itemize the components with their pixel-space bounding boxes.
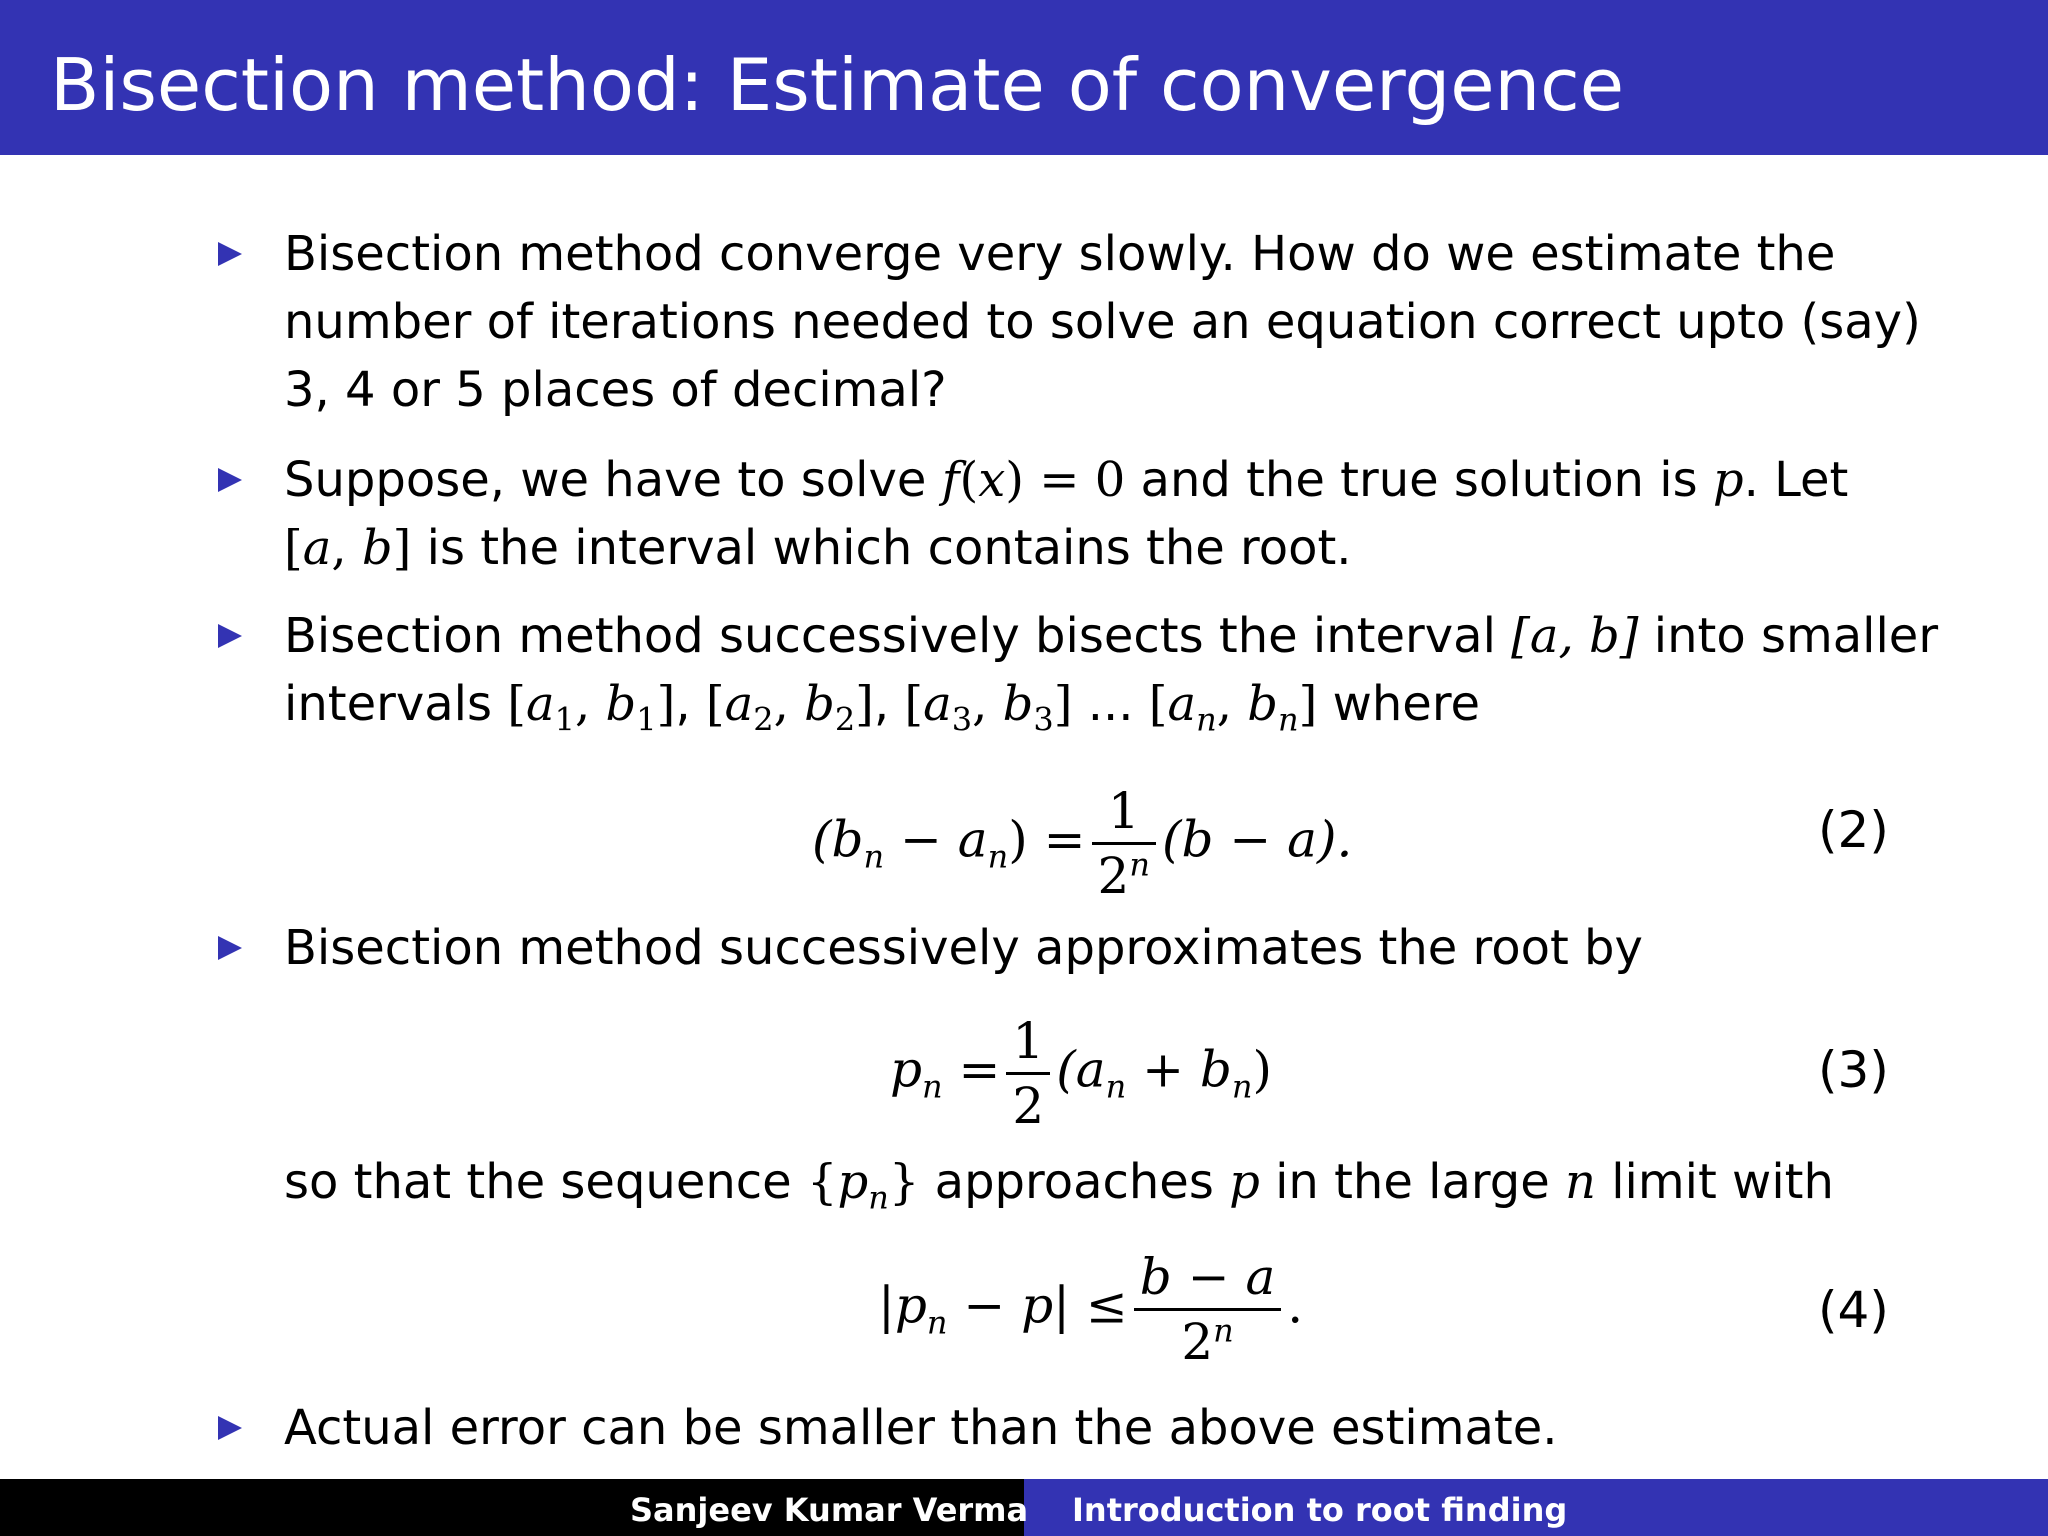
equation-3: $p_n$ = $\frac{1}{2}$ $(a_n + b_n)$ xyxy=(890,1012,1272,1135)
math-interval-3: [$a_3$, $b_3$] xyxy=(904,676,1073,739)
bullet-1-line-2: number of iterations needed to solve an equation correct upto (say) xyxy=(284,294,1921,350)
bullet-arrow-icon xyxy=(218,1416,242,1440)
math-f: f xyxy=(941,452,960,508)
bullet-2-line-2 xyxy=(284,518,1352,578)
footer-author: Sanjeev Kumar Verma xyxy=(630,1491,1029,1529)
equation-2: $(b_n - a_n)$ = $\frac{1}{2^n}$ (b − a). xyxy=(812,782,1353,905)
math-paren: ( xyxy=(959,452,979,508)
bullet-arrow-icon xyxy=(218,242,242,266)
slide-title: Bisection method: Estimate of convergence xyxy=(50,43,1625,127)
bullet-3-line-2: intervals [$a_1$, $b_1$], [$a_2$, $b_2$], [$a_3$, $b_3$] ... [$a_n$, $b_n$] where xyxy=(284,676,1481,739)
fraction: $\frac{1}{2}$ xyxy=(1006,1010,1050,1137)
math-equals-zero: = 0 xyxy=(1024,452,1126,508)
bullet-5-line-1: Actual error can be smaller than the above estimate. xyxy=(284,1400,1558,1456)
ellipsis: ... xyxy=(1072,676,1149,732)
fraction: $\frac{b - a}{2^n}$ xyxy=(1134,1246,1282,1373)
equation-4: $|p_n - p|$ ≤ $\frac{b - a}{2^n}$ . xyxy=(878,1248,1304,1371)
equation-number-2: (2) xyxy=(1818,801,1889,859)
bullet-1-line-1: Bisection method converge very slowly. How do we estimate the xyxy=(284,226,1836,282)
bullet-3-line-1 xyxy=(284,606,1938,666)
math-interval-2: [$a_2$, $b_2$] xyxy=(705,676,874,739)
math-comma: , xyxy=(331,520,362,576)
bullet-2-line-1 xyxy=(284,450,1848,510)
text: Bisection method successively bisects the interval xyxy=(284,608,1512,664)
equation-number-4: (4) xyxy=(1818,1281,1889,1339)
bullet-arrow-icon xyxy=(218,936,242,960)
fraction: $\frac{1}{2^n}$ xyxy=(1092,780,1156,907)
math-paren: ) xyxy=(1005,452,1024,508)
math-interval: [a, b] xyxy=(1511,608,1639,664)
text: . Let xyxy=(1743,452,1849,508)
text: intervals xyxy=(284,676,508,732)
footer-presentation-title: Introduction to root finding xyxy=(1072,1491,1568,1529)
bullet-1-line-3: 3, 4 or 5 places of decimal? xyxy=(284,362,947,418)
math-b: b xyxy=(361,520,393,576)
bullet-4-line-2: so that the sequence $\{p_n\}$ approaches p in the large n limit with xyxy=(284,1154,1834,1217)
text: Suppose, we have to solve xyxy=(284,452,942,508)
text: is the interval which contains the root. xyxy=(411,520,1352,576)
math-p: p xyxy=(1712,452,1744,508)
text: and the true solution is xyxy=(1125,452,1713,508)
bullet-4-line-1: Bisection method successively approximates the root by xyxy=(284,920,1643,976)
text: where xyxy=(1317,676,1481,732)
math-x: x xyxy=(978,452,1006,508)
equation-number-3: (3) xyxy=(1818,1041,1889,1099)
bullet-arrow-icon xyxy=(218,468,242,492)
text: into smaller xyxy=(1638,608,1939,664)
bullet-arrow-icon xyxy=(218,624,242,648)
math-interval-1: [$a_1$, $b_1$] xyxy=(507,676,676,739)
math-bracket: ] xyxy=(392,520,412,576)
math-interval-n: [$a_n$, $b_n$] xyxy=(1148,676,1318,739)
math-bracket: [ xyxy=(284,520,303,576)
math-a: a xyxy=(302,520,332,576)
